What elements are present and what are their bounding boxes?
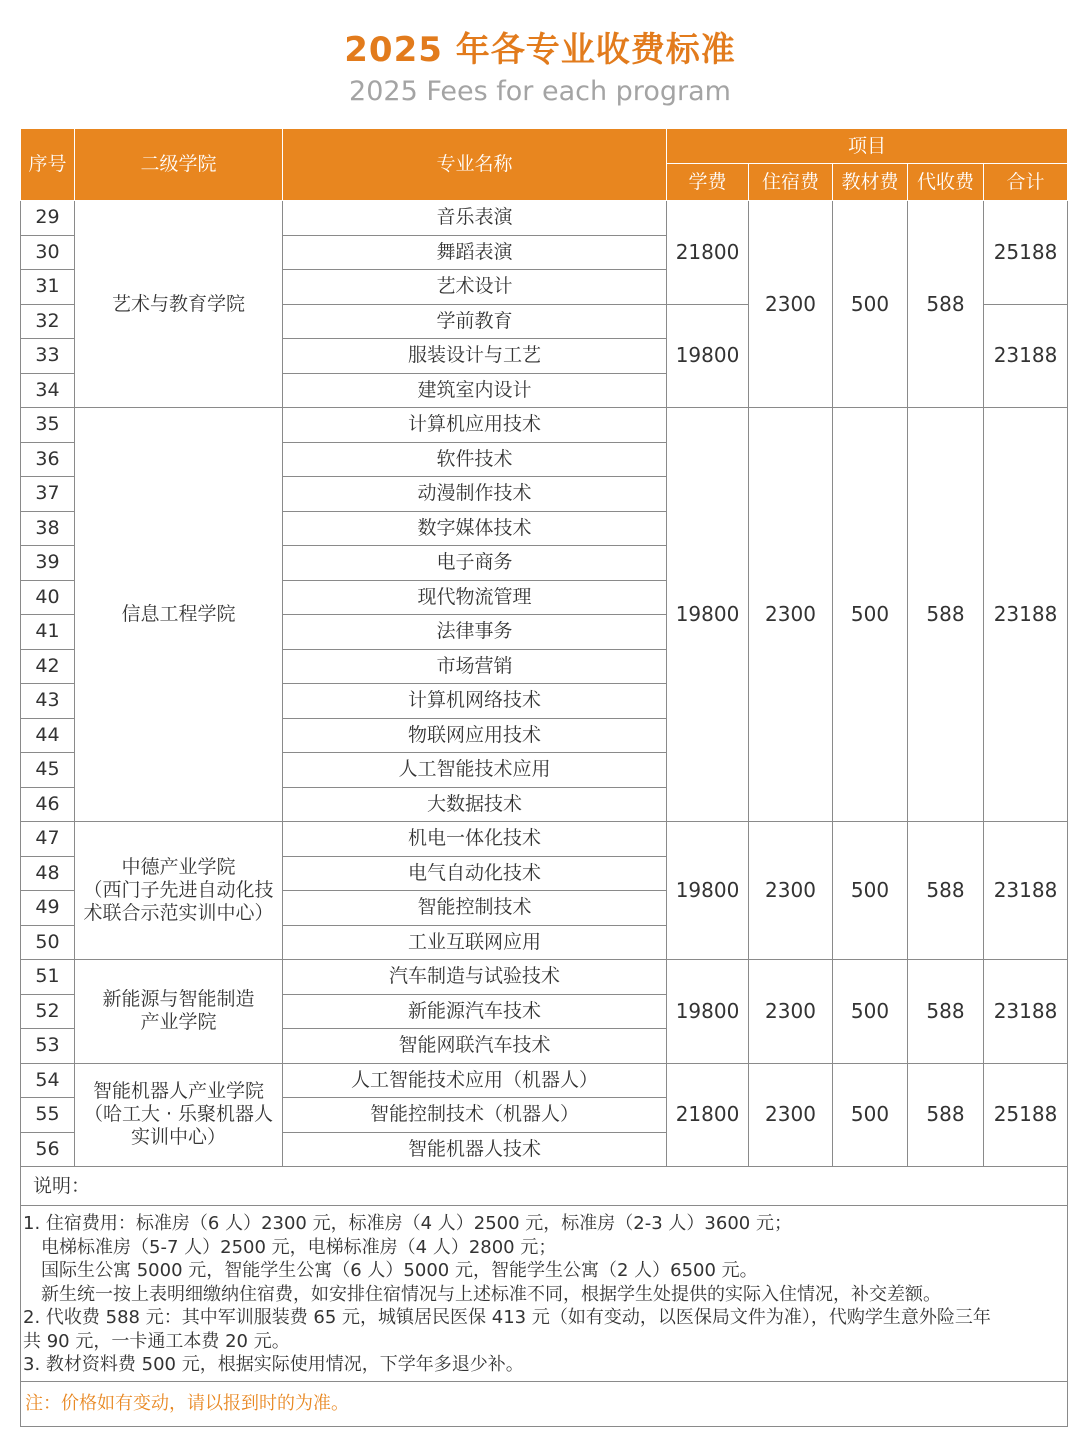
row-number: 47 bbox=[21, 822, 75, 857]
accommodation-cell: 2300 bbox=[749, 822, 833, 960]
row-number: 48 bbox=[21, 856, 75, 891]
major-name: 学前教育 bbox=[283, 304, 667, 339]
tuition-cell: 19800 bbox=[667, 822, 749, 960]
accommodation-cell: 2300 bbox=[749, 201, 833, 408]
header-items: 项目 bbox=[667, 129, 1068, 164]
row-number: 52 bbox=[21, 994, 75, 1029]
major-name: 汽车制造与试验技术 bbox=[283, 960, 667, 995]
header-agency: 代收费 bbox=[908, 164, 984, 201]
college-name-line: 产业学院 bbox=[140, 1011, 217, 1034]
major-name: 大数据技术 bbox=[283, 787, 667, 822]
major-name: 新能源汽车技术 bbox=[283, 994, 667, 1029]
note-line: 2. 代收费 588 元：其中军训服装费 65 元，城镇居民医保 413 元（如有变动，以医保局文件为准），代购学生意外险三年 bbox=[23, 1307, 991, 1328]
major-name: 工业互联网应用 bbox=[283, 925, 667, 960]
row-number: 46 bbox=[21, 787, 75, 822]
row-number: 40 bbox=[21, 580, 75, 615]
college-name-line: 智能机器人产业学院 bbox=[92, 1080, 264, 1103]
agency-cell: 588 bbox=[908, 408, 984, 822]
college-cell bbox=[75, 960, 283, 1064]
major-name: 机电一体化技术 bbox=[283, 822, 667, 857]
row-number: 45 bbox=[21, 753, 75, 788]
row-number: 42 bbox=[21, 649, 75, 684]
table-row bbox=[21, 408, 1068, 443]
major-name: 人工智能技术应用 bbox=[283, 753, 667, 788]
row-number: 32 bbox=[21, 304, 75, 339]
notes-label: 说明： bbox=[21, 1167, 1068, 1206]
agency-cell: 588 bbox=[908, 822, 984, 960]
table-row bbox=[21, 822, 1068, 857]
note-line: 新生统一按上表明细缴纳住宿费，如安排住宿情况与上述标准不同，根据学生处提供的实际入住情况，补交差额。 bbox=[41, 1283, 941, 1305]
tuition-cell: 21800 bbox=[667, 201, 749, 305]
total-cell: 23188 bbox=[984, 408, 1068, 822]
row-number: 39 bbox=[21, 546, 75, 581]
major-name: 智能控制技术（机器人） bbox=[283, 1098, 667, 1133]
row-number: 30 bbox=[21, 235, 75, 270]
major-name: 音乐表演 bbox=[283, 201, 667, 236]
table-row bbox=[21, 201, 1068, 236]
row-number: 51 bbox=[21, 960, 75, 995]
page-title: 2025 年各专业收费标准 bbox=[344, 30, 736, 70]
total-cell: 25188 bbox=[984, 1063, 1068, 1167]
note-line: 1. 住宿费用：标准房（6 人）2300 元，标准房（4 人）2500 元，标准房（2-3 人）3600 元； bbox=[23, 1213, 792, 1234]
major-name: 市场营销 bbox=[283, 649, 667, 684]
row-number: 35 bbox=[21, 408, 75, 443]
major-name: 艺术设计 bbox=[283, 270, 667, 305]
college-cell bbox=[75, 408, 283, 822]
row-number: 37 bbox=[21, 477, 75, 512]
agency-cell: 588 bbox=[908, 960, 984, 1064]
header-textbook: 教材费 bbox=[833, 164, 908, 201]
college-name-line: （西门子先进自动化技 bbox=[83, 879, 274, 901]
row-number: 56 bbox=[21, 1132, 75, 1167]
row-number: 53 bbox=[21, 1029, 75, 1064]
tuition-cell: 19800 bbox=[667, 960, 749, 1064]
header-college: 二级学院 bbox=[75, 129, 283, 201]
major-name: 电气自动化技术 bbox=[283, 856, 667, 891]
note-line: 电梯标准房（5-7 人）2500 元，电梯标准房（4 人）2800 元； bbox=[41, 1236, 557, 1258]
accommodation-cell: 2300 bbox=[749, 1063, 833, 1167]
note-line: 共 90 元，一卡通工本费 20 元。 bbox=[23, 1330, 290, 1352]
agency-cell: 588 bbox=[908, 201, 984, 408]
row-number: 38 bbox=[21, 511, 75, 546]
major-name: 舞蹈表演 bbox=[283, 235, 667, 270]
major-name: 建筑室内设计 bbox=[283, 373, 667, 408]
college-cell bbox=[75, 1063, 283, 1167]
major-name: 法律事务 bbox=[283, 615, 667, 650]
accommodation-cell: 2300 bbox=[749, 960, 833, 1064]
row-number: 36 bbox=[21, 442, 75, 477]
header-major: 专业名称 bbox=[283, 129, 667, 201]
notes-body bbox=[21, 1206, 1068, 1382]
note-line: 3. 教材资料费 500 元，根据实际使用情况，下学年多退少补。 bbox=[23, 1354, 524, 1375]
college-name-line: 术联合示范实训中心） bbox=[83, 902, 274, 924]
row-number: 29 bbox=[21, 201, 75, 236]
college-name-line: 实训中心） bbox=[130, 1126, 226, 1149]
row-number: 43 bbox=[21, 684, 75, 719]
row-number: 41 bbox=[21, 615, 75, 650]
textbook-cell: 500 bbox=[833, 201, 908, 408]
fees-table bbox=[20, 128, 1068, 1427]
table-row bbox=[21, 960, 1068, 995]
header-tuition: 学费 bbox=[667, 164, 749, 201]
major-name: 电子商务 bbox=[283, 546, 667, 581]
major-name: 动漫制作技术 bbox=[283, 477, 667, 512]
table-row bbox=[21, 1063, 1068, 1098]
major-name: 计算机网络技术 bbox=[283, 684, 667, 719]
textbook-cell: 500 bbox=[833, 822, 908, 960]
row-number: 31 bbox=[21, 270, 75, 305]
major-name: 服装设计与工艺 bbox=[283, 339, 667, 374]
page-subtitle: 2025 Fees for each program bbox=[349, 76, 731, 107]
major-name: 人工智能技术应用（机器人） bbox=[283, 1063, 667, 1098]
college-name-line: 信息工程学院 bbox=[121, 603, 236, 625]
row-number: 34 bbox=[21, 373, 75, 408]
row-number: 44 bbox=[21, 718, 75, 753]
major-name: 智能机器人技术 bbox=[283, 1132, 667, 1167]
row-number: 49 bbox=[21, 891, 75, 926]
tuition-cell: 19800 bbox=[667, 408, 749, 822]
total-cell: 23188 bbox=[984, 960, 1068, 1064]
tuition-cell: 21800 bbox=[667, 1063, 749, 1167]
college-name-line: 新能源与智能制造 bbox=[102, 988, 255, 1011]
major-name: 物联网应用技术 bbox=[283, 718, 667, 753]
college-name-line: （哈工大 · 乐聚机器人 bbox=[83, 1103, 274, 1126]
header-seq: 序号 bbox=[21, 129, 75, 201]
major-name: 现代物流管理 bbox=[283, 580, 667, 615]
row-number: 55 bbox=[21, 1098, 75, 1133]
textbook-cell: 500 bbox=[833, 1063, 908, 1167]
tuition-cell: 19800 bbox=[667, 304, 749, 408]
header-total: 合计 bbox=[984, 164, 1068, 201]
college-name-line: 中德产业学院 bbox=[121, 856, 236, 878]
major-name: 智能控制技术 bbox=[283, 891, 667, 926]
header-accommodation: 住宿费 bbox=[749, 164, 833, 201]
major-name: 软件技术 bbox=[283, 442, 667, 477]
row-number: 54 bbox=[21, 1063, 75, 1098]
total-cell: 23188 bbox=[984, 304, 1068, 408]
agency-cell: 588 bbox=[908, 1063, 984, 1167]
college-cell bbox=[75, 822, 283, 960]
note-line: 国际生公寓 5000 元，智能学生公寓（6 人）5000 元，智能学生公寓（2 人）6500 元。 bbox=[41, 1260, 758, 1281]
major-name: 计算机应用技术 bbox=[283, 408, 667, 443]
total-cell: 23188 bbox=[984, 822, 1068, 960]
accommodation-cell: 2300 bbox=[749, 408, 833, 822]
college-cell bbox=[75, 201, 283, 408]
total-cell: 25188 bbox=[984, 201, 1068, 305]
textbook-cell: 500 bbox=[833, 960, 908, 1064]
row-number: 50 bbox=[21, 925, 75, 960]
textbook-cell: 500 bbox=[833, 408, 908, 822]
major-name: 智能网联汽车技术 bbox=[283, 1029, 667, 1064]
college-name-line: 艺术与教育学院 bbox=[111, 292, 245, 315]
major-name: 数字媒体技术 bbox=[283, 511, 667, 546]
price-change-notice: 注：价格如有变动，请以报到时的为准。 bbox=[21, 1381, 1068, 1426]
row-number: 33 bbox=[21, 339, 75, 374]
